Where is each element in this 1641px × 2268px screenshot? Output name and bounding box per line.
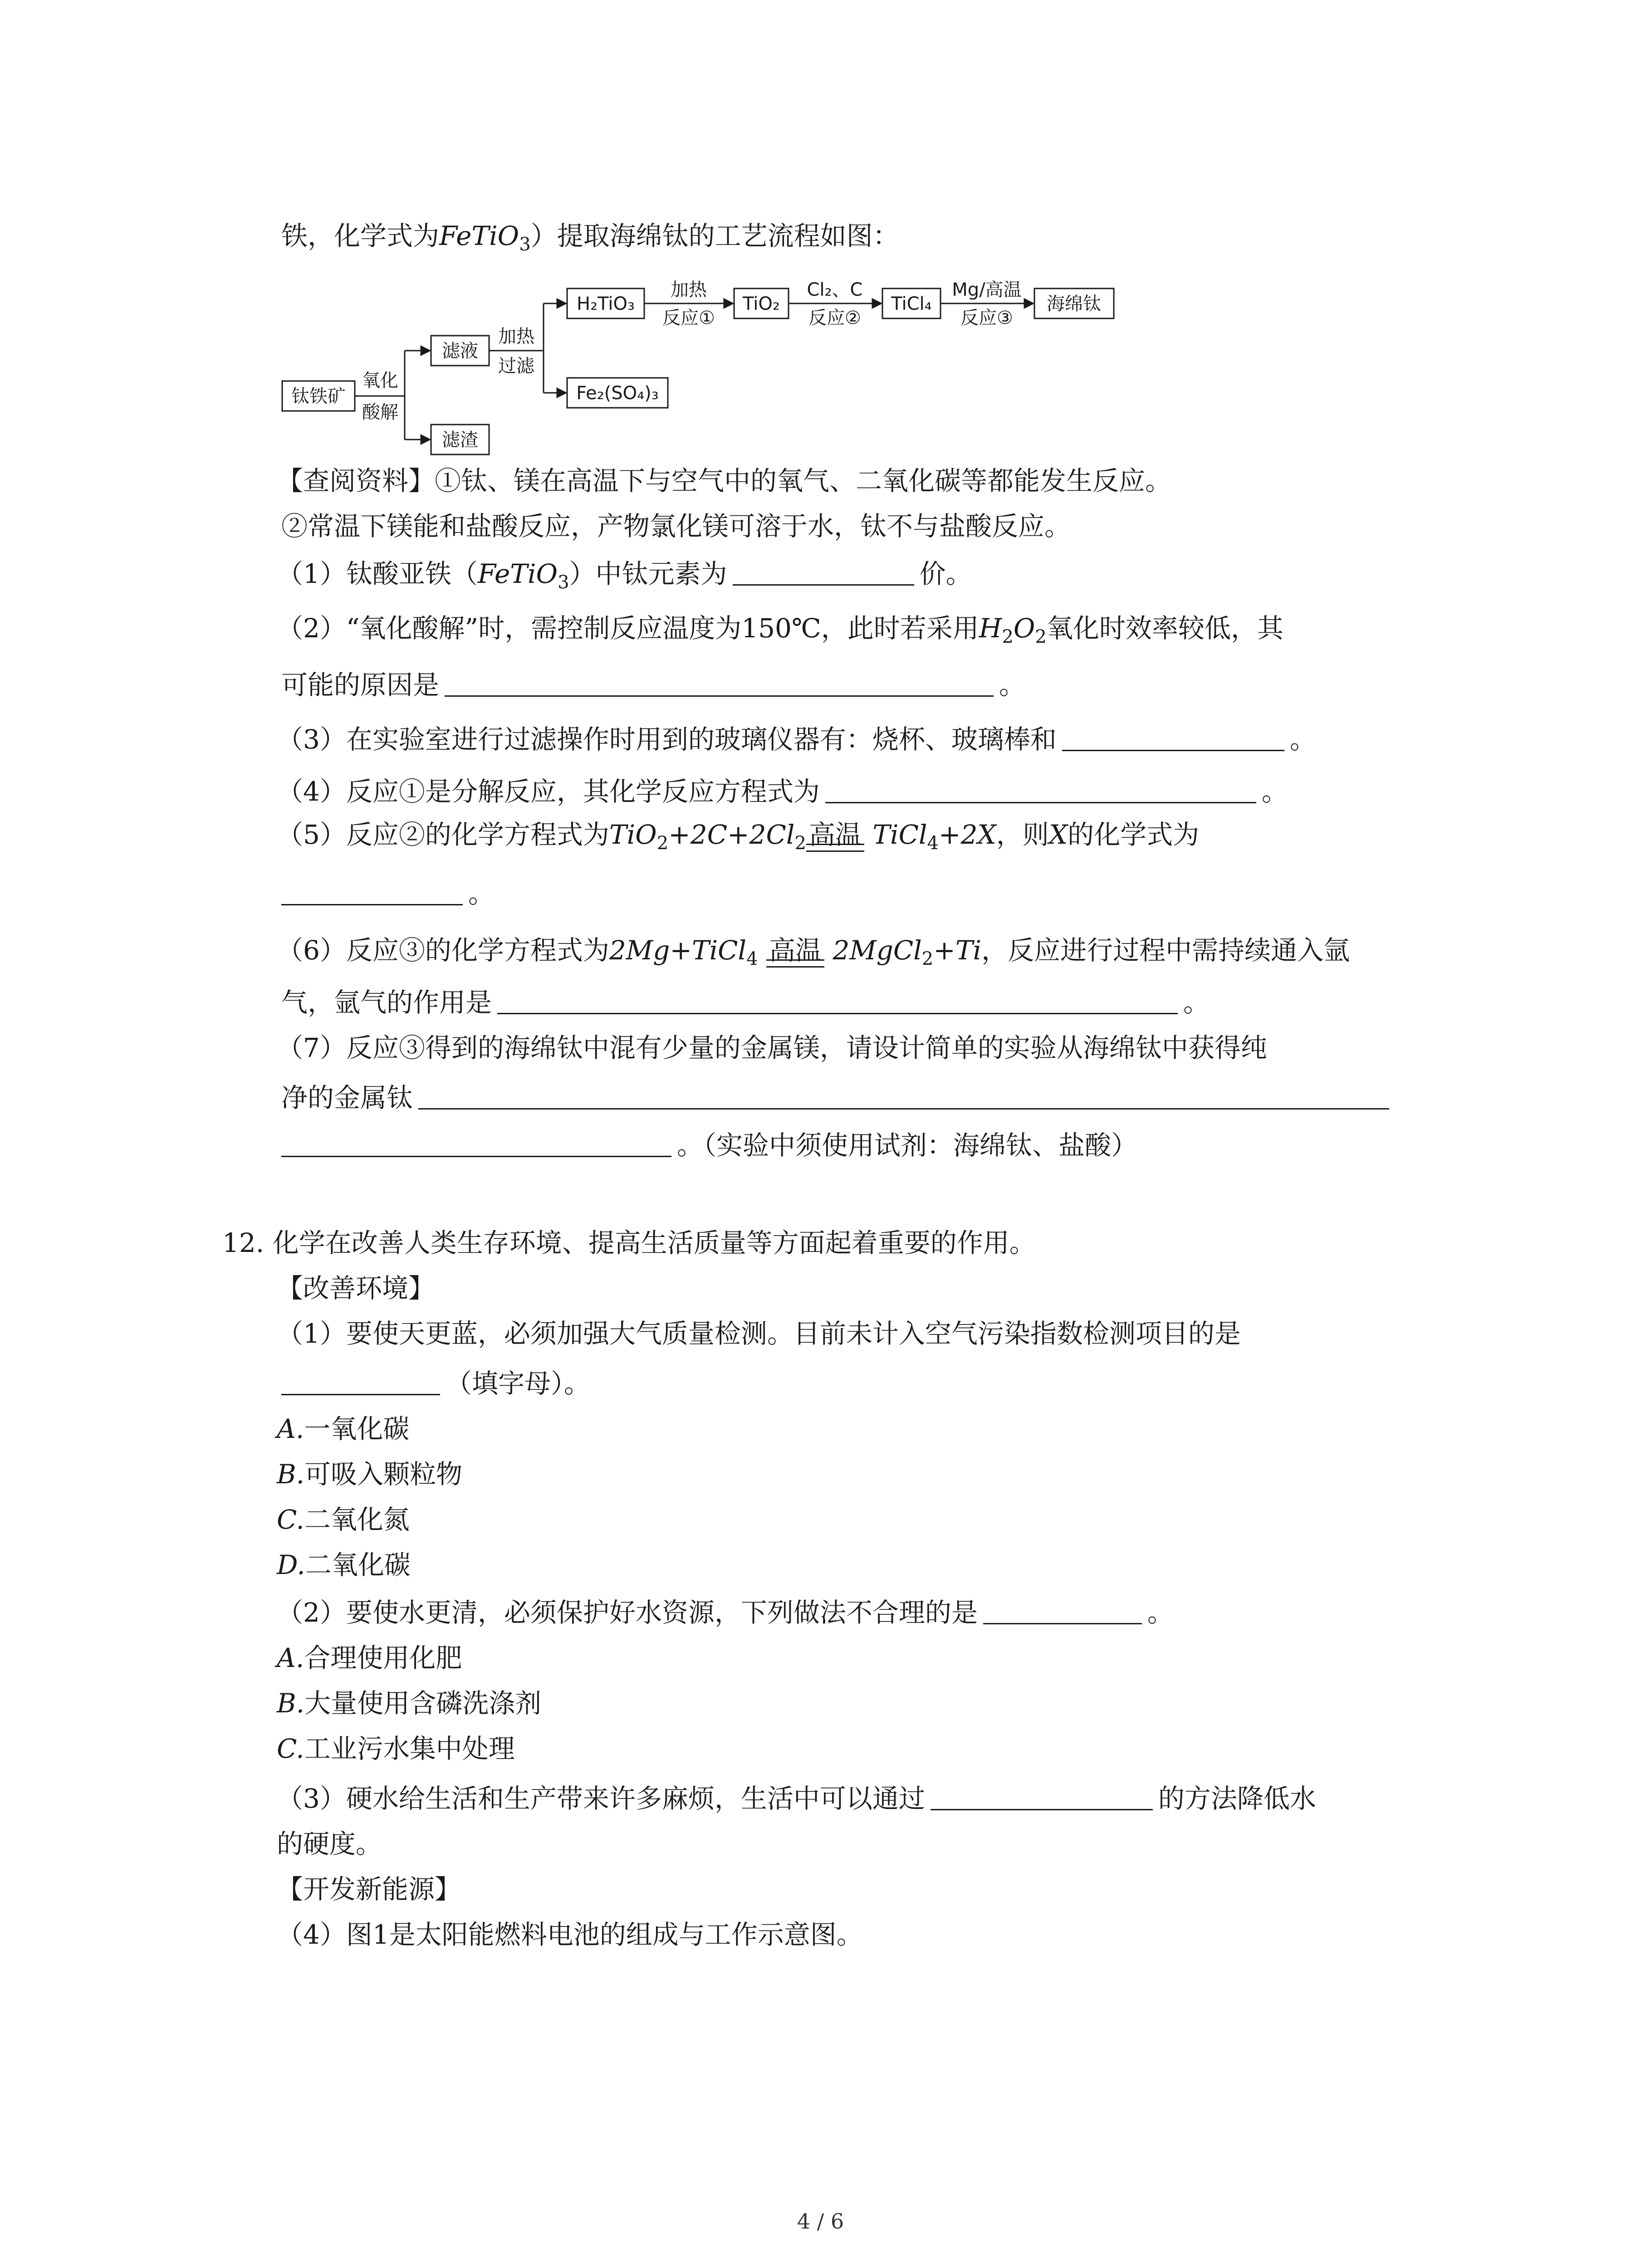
question-6-line-2: 气，氩气的作用是 。: [281, 984, 1210, 1021]
answer-blank[interactable]: [983, 1596, 1142, 1624]
section-improve-environment: 【改善环境】: [277, 1273, 435, 1304]
answer-blank[interactable]: [931, 1782, 1153, 1810]
box-sponge-label: 海绵钛: [1047, 293, 1101, 314]
answer-blank[interactable]: [281, 1129, 671, 1157]
label-r2-top: Cl₂、C: [807, 279, 863, 300]
intro-line: 铁，化学式为FeTiO$_3$）提取海绵钛的工艺流程如图：: [281, 220, 899, 255]
answer-blank[interactable]: [445, 668, 994, 697]
answer-blank[interactable]: [281, 877, 463, 905]
question-1: （1）钛酸亚铁（FeTiO$_3$）中钛元素为 价。: [277, 556, 972, 592]
section-new-energy: 【开发新能源】: [277, 1874, 461, 1905]
question-2-line-2: 可能的原因是 。: [281, 667, 1025, 703]
label-oxidize-top: 氧化: [362, 370, 398, 391]
q12-sub1-line-2: （填字母）。: [281, 1365, 590, 1402]
reaction-condition: 高温: [766, 932, 824, 968]
q12-sub2-option-c: C.工业污水集中处理: [277, 1733, 515, 1764]
box-fe2so43-label: Fe₂(SO₄)₃: [576, 383, 659, 404]
label-r1-top: 加热: [671, 279, 707, 300]
q12-sub1-option-c: C.二氧化氮: [277, 1504, 410, 1535]
label-heat-top: 加热: [498, 326, 534, 347]
question-7-line-1: （7）反应③得到的海绵钛中混有少量的金属镁，请设计简单的实验从海绵钛中获得纯: [277, 1032, 1267, 1063]
page-number: 4 / 6: [797, 2209, 844, 2234]
q12-sub2: （2）要使水更清，必须保护好水资源，下列做法不合理的是 。: [277, 1594, 1174, 1631]
box-ore-label: 钛铁矿: [291, 386, 346, 407]
label-r3-bottom: 反应③: [960, 308, 1013, 328]
question-7-line-3: 。（实验中须使用试剂：海绵钛、盐酸）: [281, 1127, 1137, 1163]
answer-blank[interactable]: [281, 1367, 440, 1395]
q12-sub4: （4）图1是太阳能燃料电池的组成与工作示意图。: [277, 1919, 863, 1950]
question-2-line-1: （2）“氧化酸解”时，需控制反应温度为150℃，此时若采用$H_2O_2$氧化时效率较低，其: [277, 613, 1283, 647]
box-ticl4-label: TiCl₄: [891, 293, 932, 314]
question-5-line-1: （5）反应②的化学方程式为$TiO_2+2C+2Cl_2$ 高温 TiCl$_4$+2X，则X的化学式为: [277, 816, 1199, 853]
answer-blank[interactable]: [497, 986, 1178, 1014]
label-oxidize-bottom: 酸解: [362, 402, 398, 423]
question-5-line-2: 。: [281, 875, 495, 912]
answer-blank[interactable]: [418, 1081, 1389, 1110]
q12-sub2-option-a: A.合理使用化肥: [277, 1642, 462, 1673]
box-residue-label: 滤渣: [442, 430, 478, 450]
label-r1-bottom: 反应①: [662, 308, 715, 328]
box-h2tio3-label: H₂TiO₃: [577, 293, 635, 314]
reference-line-1: 【查阅资料】①钛、镁在高温下与空气中的氧气、二氧化碳等都能发生反应。: [277, 465, 1172, 496]
q12-sub1-option-d: D.二氧化碳: [277, 1549, 411, 1580]
box-tio2-label: TiO₂: [743, 293, 780, 314]
question-7-line-2: 净的金属钛: [281, 1080, 1389, 1116]
answer-blank[interactable]: [825, 775, 1256, 803]
q12-sub3-line-2: 的硬度。: [277, 1828, 382, 1859]
q12-sub1-option-a: A.一氧化碳: [277, 1413, 410, 1444]
label-heat-bottom: 过滤: [498, 356, 534, 376]
q12-sub3-line-1: （3）硬水给生活和生产带来许多麻烦，生活中可以通过 的方法降低水: [277, 1780, 1316, 1817]
formula: FeTiO: [439, 220, 519, 251]
answer-blank[interactable]: [733, 557, 914, 586]
q12-sub1-line-1: （1）要使天更蓝，必须加强大气质量检测。目前未计入空气污染指数检测项目的是: [277, 1318, 1241, 1349]
answer-blank[interactable]: [1062, 723, 1284, 751]
question-3: （3）在实验室进行过滤操作时用到的玻璃仪器有：烧杯、玻璃棒和 。: [277, 721, 1316, 758]
question-12-stem: 12. 化学在改善人类生存环境、提高生活质量等方面起着重要的作用。: [222, 1227, 1036, 1258]
reference-line-2: ②常温下镁能和盐酸反应，产物氯化镁可溶于水，钛不与盐酸反应。: [281, 511, 1071, 542]
box-filtrate-label: 滤液: [442, 341, 478, 362]
question-4: （4）反应①是分解反应，其化学反应方程式为 。: [277, 773, 1288, 810]
q12-sub1-option-b: B.可吸入颗粒物: [277, 1459, 463, 1490]
label-r2-bottom: 反应②: [808, 308, 861, 328]
process-flowchart: [281, 268, 1143, 458]
question-6-line-1: （6）反应③的化学方程式为2Mg+TiCl$_4$ 高温 2MgCl$_2$+Ti，反应进行过程中需持续通入氩: [277, 932, 1350, 968]
reaction-condition: 高温: [806, 816, 864, 853]
label-r3-top: Mg/高温: [952, 279, 1022, 300]
q12-sub2-option-b: B.大量使用含磷洗涤剂: [277, 1688, 542, 1719]
